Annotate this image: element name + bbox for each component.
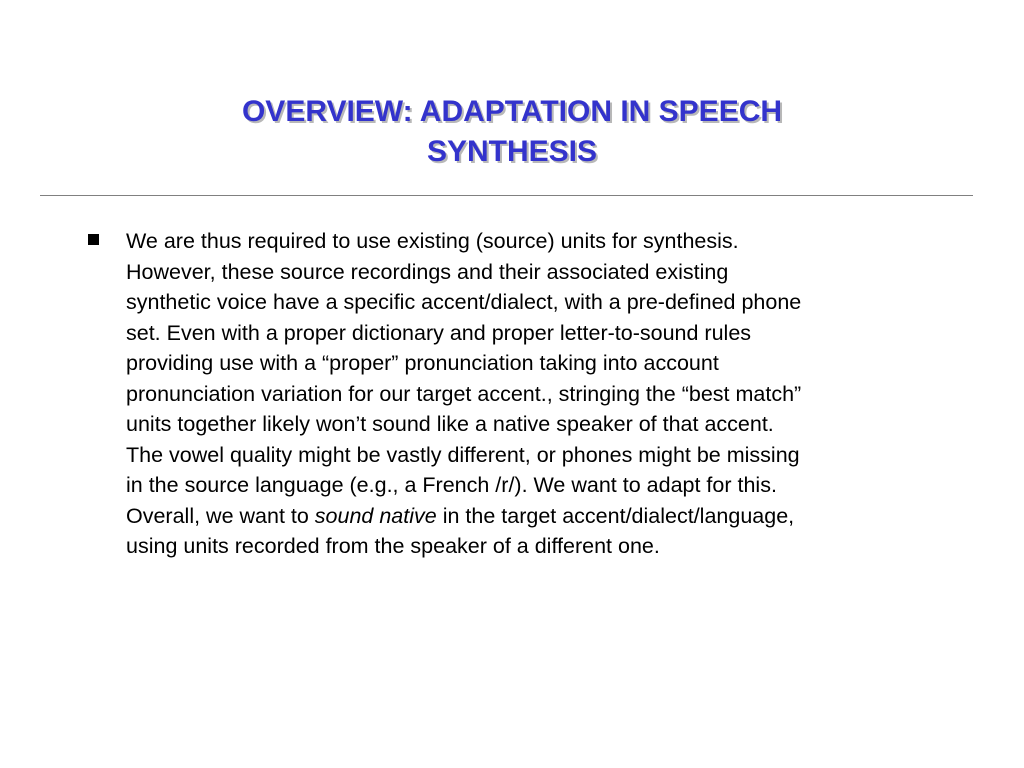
bullet-line: in the source language (e.g., a French /r/). We want to adapt for this.	[126, 473, 777, 497]
emphasis-italic: sound native	[314, 503, 437, 528]
emphasis-post: in the target accent/dialect/language,	[436, 503, 795, 528]
bullet-line: However, these source recordings and their associated existing	[126, 259, 729, 284]
title-divider	[40, 195, 973, 196]
bullet-line: The vowel quality might be vastly different, or phones might be missing	[126, 442, 800, 467]
bullet-line: providing use with a “proper” pronunciation taking into account	[126, 351, 719, 375]
bullet-line: using units recorded from the speaker of a different one.	[126, 534, 660, 558]
bullet-line: set. Even with a proper dictionary and proper letter-to-sound rules	[126, 320, 752, 345]
bullet-line: units together likely won’t sound like a native speaker of that accent.	[126, 412, 774, 436]
bullet-list	[88, 226, 968, 562]
bullet-line-emphasis	[126, 501, 968, 532]
bullet-line: We are thus required to use existing (source) units for synthesis.	[126, 229, 739, 253]
bullet-item	[88, 226, 968, 562]
emphasis-pre: Overall, we want to	[126, 503, 315, 528]
bullet-text	[126, 226, 968, 562]
square-bullet-icon	[88, 234, 99, 245]
bullet-line: synthetic voice have a specific accent/dialect, with a pre-defined phone	[126, 290, 802, 314]
bullet-line: pronunciation variation for our target accent., stringing the “best match”	[126, 381, 802, 406]
slide-title	[120, 92, 904, 172]
slide-title-line-2: SYNTHESIS	[426, 135, 598, 168]
slide-title-line-1: OVERVIEW: ADAPTATION IN SPEECH	[241, 95, 783, 128]
